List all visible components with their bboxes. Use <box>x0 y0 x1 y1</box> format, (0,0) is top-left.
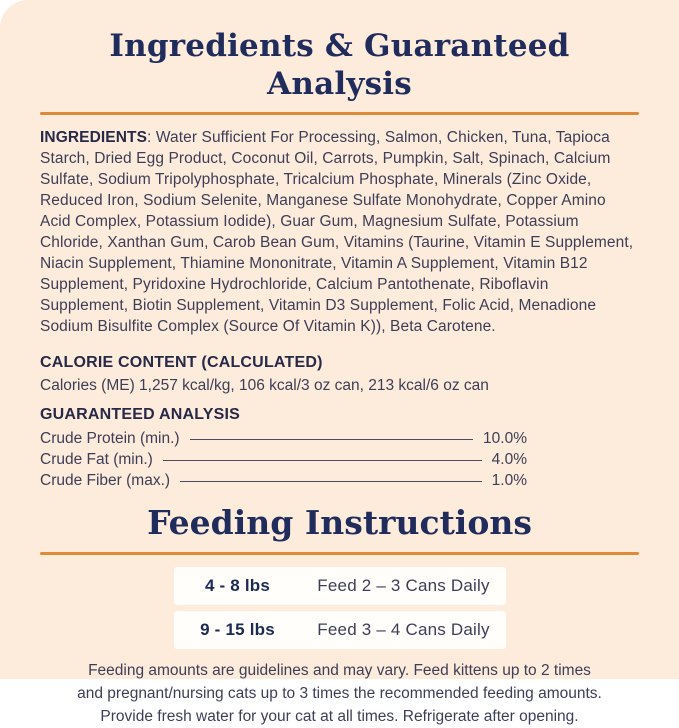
weight-range: 4 - 8 lbs <box>204 575 271 595</box>
leader-line <box>190 439 474 440</box>
ga-row-crude-fiber <box>40 470 527 491</box>
leader-line <box>180 481 482 482</box>
leader-line <box>163 460 482 461</box>
feeding-amount: Feed 3 – 4 Cans Daily <box>317 619 490 639</box>
feeding-table <box>40 567 639 649</box>
feeding-note <box>40 659 639 728</box>
ga-value: 4.0% <box>491 450 527 468</box>
feeding-instructions-title: Feeding Instructions <box>147 502 532 542</box>
ingredients-text: : Water Sufficient For Processing, Salmon, Chicken, Tuna, Tapioca Starch, Dried Egg Product, Coconut Oil, Carrots, Pumpkin, Salt, Spinach, Calcium Sulfate, Sodium Tripolyphosphate, Tricalcium Phosphate, Minerals (Zinc Oxide, Reduced Iron, Sodium Selenite, Manganese Sulfate Monohydrate, Copper Amino Acid Complex, Potassium Iodide), Guar Gum, Magnesium Sulfate, Potassium Chloride, Xanthan Gum, Carob Bean Gum, Vitamins (Taurine, Vitamin E Supplement, Niacin Supplement, Thiamine Mononitrate, Vitamin A Supplement, Vitamin B12 Supplement, Pyridoxine Hydrochloride, Calcium Pantothenate, Riboflavin Supplement, Biotin Supplement, Vitamin D3 Supplement, Folic Acid, Menadione Sodium Bisulfite Complex (Source Of Vitamin K)), Beta Carotene. <box>40 129 634 335</box>
feeding-note-line: Feeding amounts are guidelines and may vary. Feed kittens up to 2 times <box>88 661 591 679</box>
ga-value: 10.0% <box>483 429 527 447</box>
ingredients-paragraph <box>40 127 639 337</box>
feeding-row-small-cats <box>174 567 506 605</box>
ga-row-crude-fat <box>40 449 527 470</box>
feeding-note-line: and pregnant/nursing cats up to 3 times the recommended feeding amounts. <box>77 684 602 702</box>
ingredients-label: INGREDIENTS <box>40 129 148 146</box>
title-divider <box>40 112 639 115</box>
feeding-divider <box>40 552 639 555</box>
weight-range: 9 - 15 lbs <box>200 619 275 639</box>
calorie-content-text: Calories (ME) 1,257 kcal/kg, 106 kcal/3 oz can, 213 kcal/6 oz can <box>40 376 489 394</box>
feeding-note-line: Provide fresh water for your cat at all times. Refrigerate after opening. <box>100 707 579 725</box>
ga-label: Crude Fiber (max.) <box>40 471 171 489</box>
calorie-content-heading: CALORIE CONTENT (CALCULATED) <box>40 353 323 371</box>
guaranteed-analysis-heading: GUARANTEED ANALYSIS <box>40 405 240 423</box>
ga-value: 1.0% <box>491 471 527 489</box>
ga-label: Crude Fat (min.) <box>40 450 153 468</box>
guaranteed-analysis-table <box>40 428 527 491</box>
feeding-amount: Feed 2 – 3 Cans Daily <box>317 575 490 595</box>
ga-label: Crude Protein (min.) <box>40 429 180 447</box>
page-title: Ingredients & Guaranteed Analysis <box>109 28 570 102</box>
feeding-row-large-cats <box>174 611 506 649</box>
ga-row-crude-protein <box>40 428 527 449</box>
